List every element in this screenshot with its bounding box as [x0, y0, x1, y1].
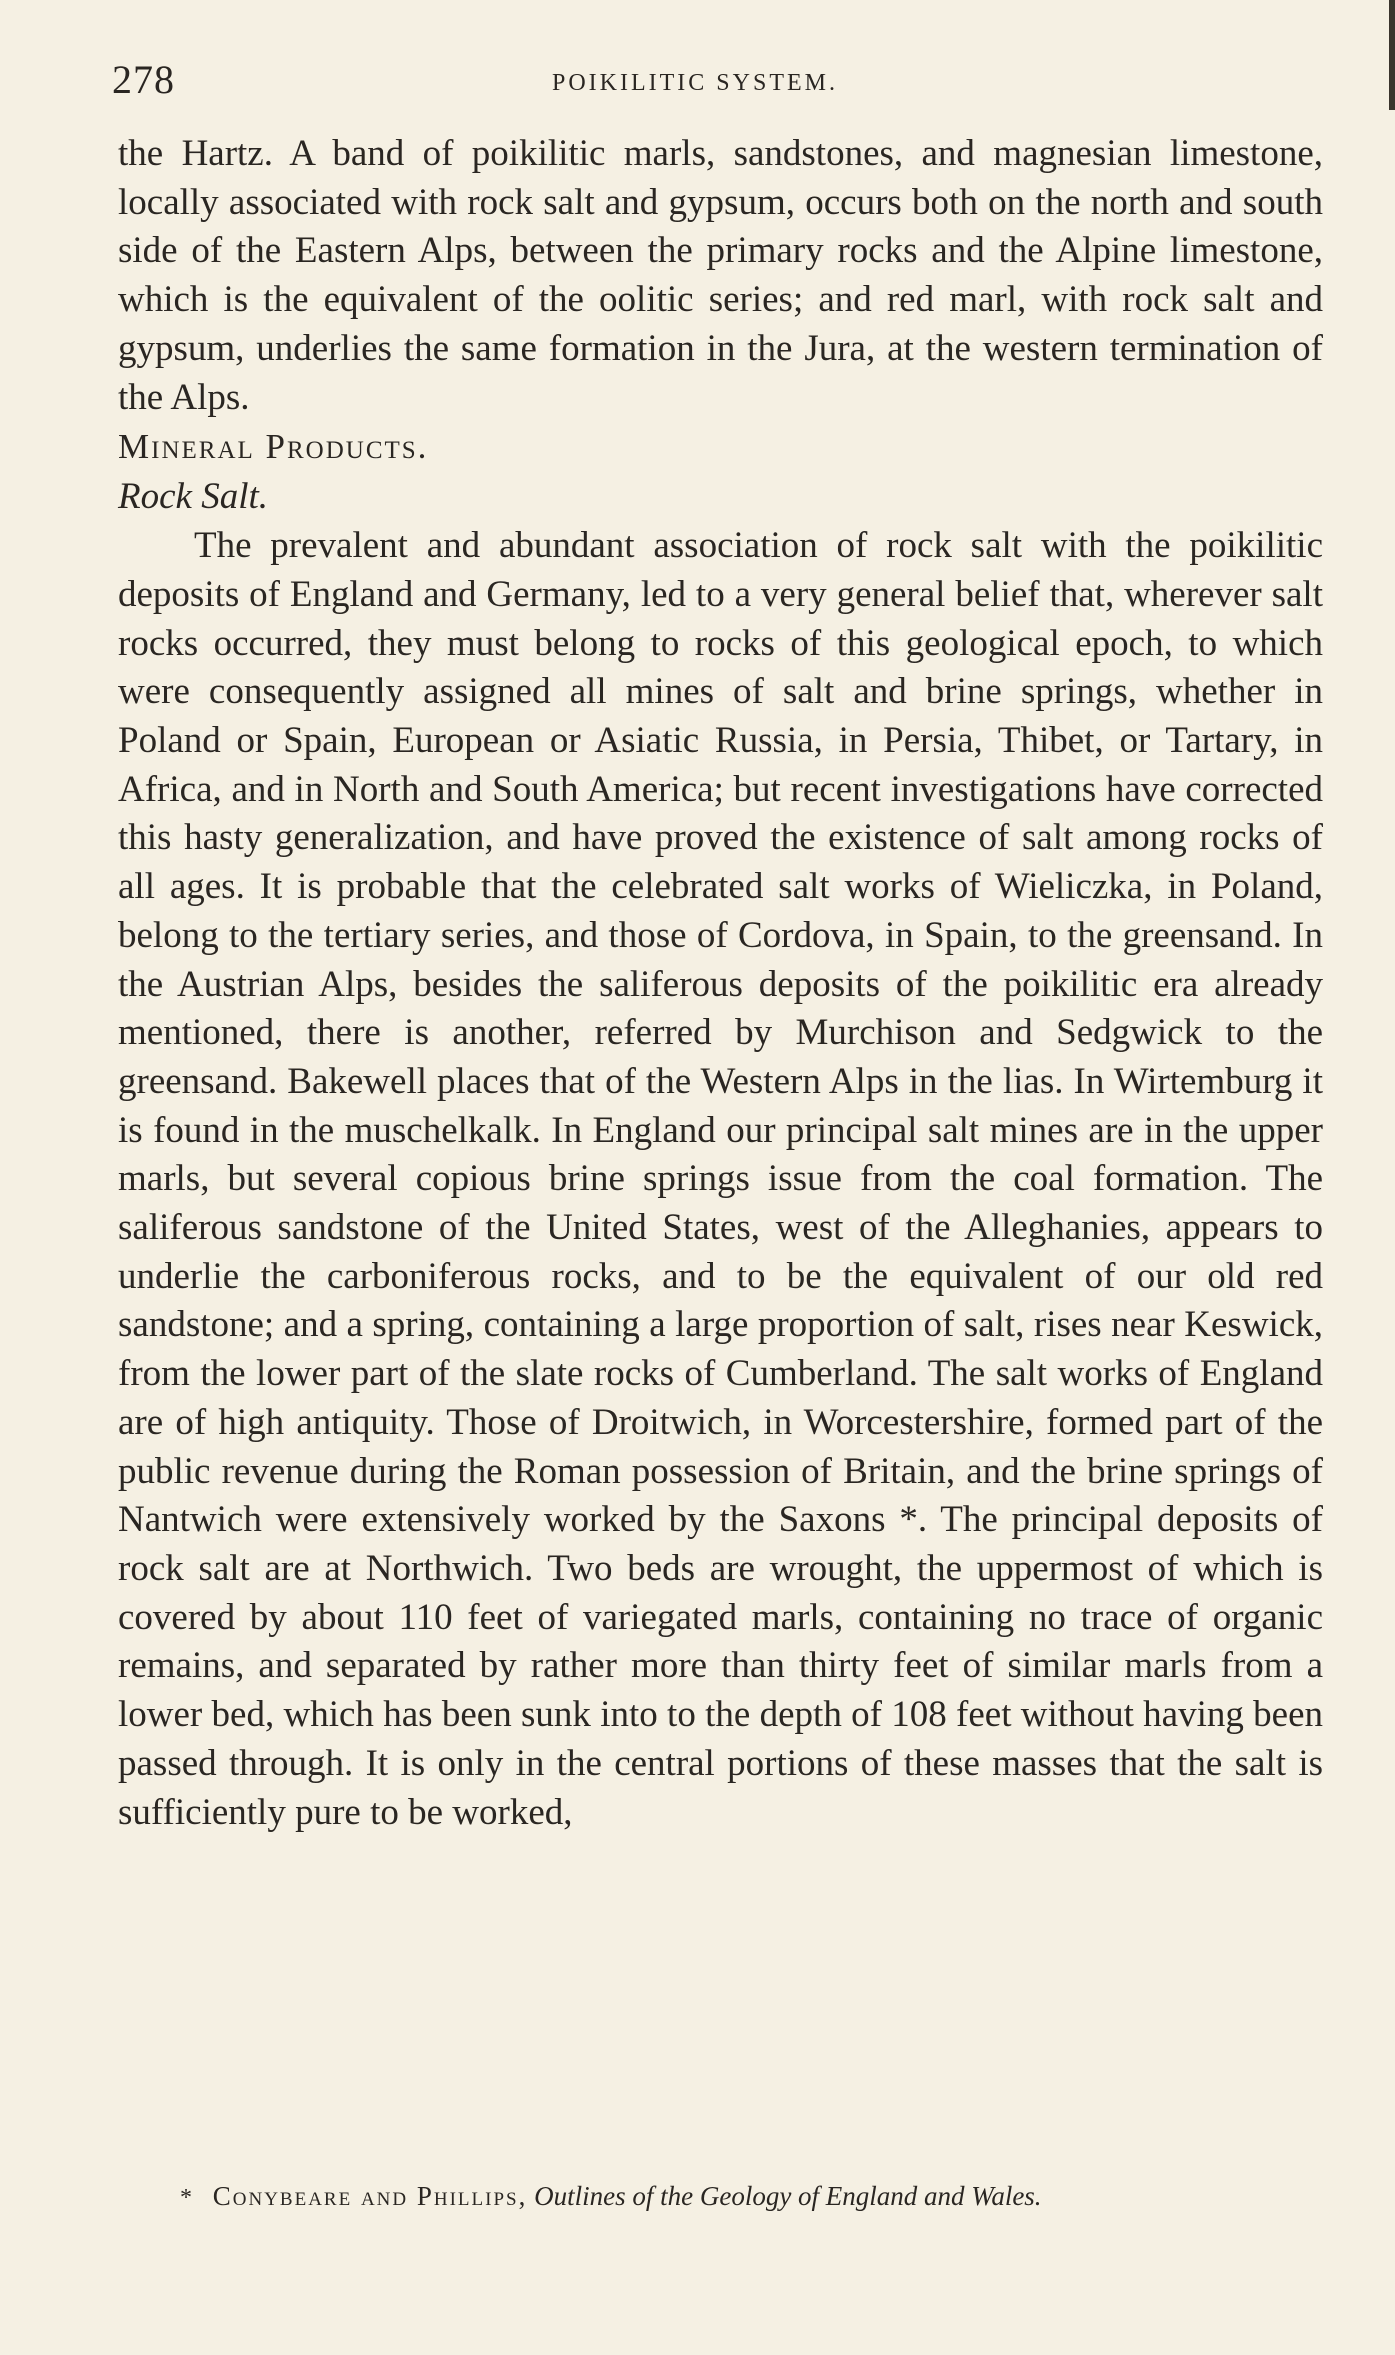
- footnote: [180, 2176, 1320, 2218]
- footnote-work: Outlines of the Geology of England and Wales.: [534, 2181, 1042, 2211]
- footnote-marker: *: [180, 2185, 192, 2211]
- rock-salt-paragraph: The prevalent and abundant association of rock salt with the poikilitic deposits of England and Germany, led to a very general belief that, wherever salt rocks occurred, they must belong to rocks of this geological epoch, to which were consequently assigned all mines of salt and brine springs, whether in Poland or Spain, European or Asiatic Russia, in Persia, Thibet, or Tartary, in Africa, and in North and South America; but recent investigations have corrected this hasty generalization, and have proved the existence of salt among rocks of all ages. It is probable that the celebrated salt works of Wieliczka, in Poland, belong to the tertiary series, and those of Cordova, in Spain, to the greensand. In the Austrian Alps, besides the saliferous deposits of the poikilitic era already mentioned, there is another, referred by Murchison and Sedgwick to the greensand. Bakewell places that of the Western Alps in the lias. In Wirtemburg it is found in the muschelkalk. In England our principal salt mines are in the upper marls, but several copious brine springs issue from the coal formation. The saliferous sandstone of the United States, west of the Alleghanies, appears to underlie the carboniferous rocks, and to be the equivalent of our old red sandstone; and a spring, containing a large proportion of salt, rises near Keswick, from the lower part of the slate rocks of Cumberland. The salt works of England are of high antiquity. Those of Droitwich, in Worcestershire, formed part of the public revenue during the Roman possession of Britain, and the brine springs of Nantwich were extensively worked by the Saxons *. The principal deposits of rock salt are at Northwich. Two beds are wrought, the uppermost of which is covered by about 110 feet of variegated marls, containing no trace of organic remains, and separated by rather more than thirty feet of similar marls from a lower bed, which has been sunk into to the depth of 108 feet without having been passed through. It is only in the central portions of these masses that the salt is sufficiently pure to be worked,: [118, 525, 1323, 1833]
- running-head: [112, 50, 1322, 110]
- intro-paragraph: the Hartz. A band of poikilitic marls, sandstones, and magnesian limestone, locally associated with rock salt and gypsum, occurs both on the north and south side of the Eastern Alps, between the primary rocks and the Alpine limestone, which is the equivalent of the oolitic series; and red marl, with rock salt and gypsum, underlies the same formation in the Jura, at the western termination of the Alps.: [118, 133, 1323, 418]
- subsection-heading: Rock Salt.: [118, 476, 269, 518]
- section-heading: Mineral Products.: [118, 427, 429, 467]
- footnote-authors: Conybeare and Phillips,: [212, 2181, 528, 2211]
- body-text: [118, 130, 1323, 1837]
- page-edge-shadow: [1389, 0, 1395, 110]
- running-title: POIKILITIC SYSTEM.: [552, 70, 838, 96]
- page-number: 278: [112, 57, 175, 102]
